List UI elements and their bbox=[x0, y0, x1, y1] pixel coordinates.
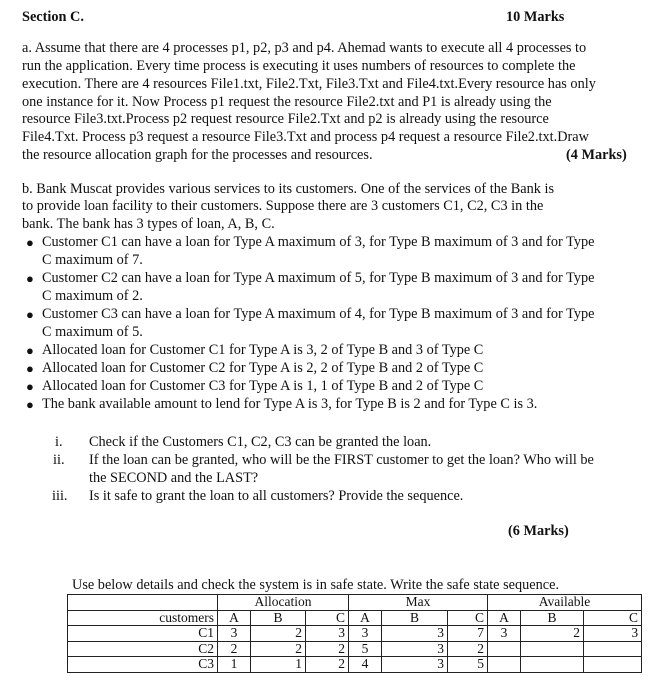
table-row bbox=[68, 657, 642, 673]
table-cell: 3 bbox=[382, 626, 448, 642]
table-cell bbox=[584, 657, 642, 673]
bullet-text: Allocated loan for Customer C2 for Type A is 2, 2 of Type B and 2 of Type C bbox=[42, 360, 484, 376]
table-cell: 2 bbox=[448, 641, 488, 657]
part-a-line: File4.Txt. Process p3 request a resource File3.Txt and process p4 request a resource File2.txt.Draw bbox=[22, 129, 589, 145]
table-cell bbox=[584, 641, 642, 657]
table-cell: 2 bbox=[306, 641, 349, 657]
table-cell: 5 bbox=[349, 641, 382, 657]
question-text: Is it safe to grant the loan to all customers? Provide the sequence. bbox=[89, 488, 464, 504]
bullet-dot-icon: ● bbox=[26, 343, 34, 358]
table-cell: 3 bbox=[584, 626, 642, 642]
bullet-dot-icon: ● bbox=[26, 307, 34, 322]
question-text: If the loan can be granted, who will be the FIRST customer to get the loan? Who will be bbox=[89, 452, 594, 468]
column-header: C bbox=[448, 610, 488, 626]
part-a-line: a. Assume that there are 4 processes p1, p2, p3 and p4. Ahemad wants to execute all 4 processes to bbox=[22, 40, 587, 56]
column-header: B bbox=[521, 610, 584, 626]
table-cell: 2 bbox=[306, 657, 349, 673]
part-a-line: resource File3.txt.Process p2 request resource File2.Txt and p2 is already using the resource bbox=[22, 111, 549, 127]
bullet-text: Customer C3 can have a loan for Type A maximum of 4, for Type B maximum of 3 and for Type bbox=[42, 306, 595, 322]
bullet-text: C maximum of 7. bbox=[42, 252, 143, 268]
table-cell: 3 bbox=[349, 626, 382, 642]
table-cell: 3 bbox=[488, 626, 521, 642]
table-cell bbox=[521, 657, 584, 673]
table-row bbox=[68, 641, 642, 657]
bullet-text: The bank available amount to lend for Type A is 3, for Type B is 2 and for Type C is 3. bbox=[42, 396, 538, 412]
part-a-marks: (4 Marks) bbox=[566, 147, 627, 163]
section-title: Section C. bbox=[22, 9, 84, 25]
table-cell: 4 bbox=[349, 657, 382, 673]
group-header-available: Available bbox=[488, 595, 642, 611]
table-cell: C2 bbox=[68, 641, 218, 657]
column-header: B bbox=[251, 610, 306, 626]
bullet-dot-icon: ● bbox=[26, 271, 34, 286]
question-number: ii. bbox=[53, 452, 65, 468]
bullet-text: Customer C1 can have a loan for Type A maximum of 3, for Type B maximum of 3 and for Type bbox=[42, 234, 595, 250]
question-number: i. bbox=[55, 434, 63, 450]
column-header: C bbox=[306, 610, 349, 626]
table-row bbox=[68, 626, 642, 642]
table-cell: 1 bbox=[251, 657, 306, 673]
table-cell: 7 bbox=[448, 626, 488, 642]
bullet-dot-icon: ● bbox=[26, 379, 34, 394]
question-number: iii. bbox=[52, 488, 68, 504]
safe-state-table bbox=[67, 594, 642, 673]
part-a-line: one instance for it. Now Process p1 request the resource File2.txt and P1 is already using the bbox=[22, 94, 552, 110]
part-b-marks: (6 Marks) bbox=[508, 523, 569, 539]
part-a-line: execution. There are 4 resources File1.txt, File2.Txt, File3.Txt and File4.txt.Every resource has only bbox=[22, 76, 596, 92]
table-caption: Use below details and check the system is in safe state. Write the safe state sequence. bbox=[72, 577, 560, 593]
table-cell: 5 bbox=[448, 657, 488, 673]
table-cell: C1 bbox=[68, 626, 218, 642]
bullet-text: C maximum of 2. bbox=[42, 288, 143, 304]
table-group-row bbox=[68, 595, 642, 611]
group-header-max: Max bbox=[349, 595, 488, 611]
table-cell: 3 bbox=[306, 626, 349, 642]
table-cell: 3 bbox=[218, 626, 251, 642]
bullet-dot-icon: ● bbox=[26, 235, 34, 250]
column-header: B bbox=[382, 610, 448, 626]
bullet-text: Allocated loan for Customer C1 for Type A is 3, 2 of Type B and 3 of Type C bbox=[42, 342, 484, 358]
part-b-line: b. Bank Muscat provides various services to its customers. One of the services of the Bank is bbox=[22, 181, 555, 197]
table-cell bbox=[521, 641, 584, 657]
bullet-text: Customer C2 can have a loan for Type A maximum of 5, for Type B maximum of 3 and for Type bbox=[42, 270, 595, 286]
column-header: A bbox=[349, 610, 382, 626]
table-header-row bbox=[68, 610, 642, 626]
question-text: Check if the Customers C1, C2, C3 can be granted the loan. bbox=[89, 434, 432, 450]
bullet-dot-icon: ● bbox=[26, 361, 34, 376]
table-cell: 2 bbox=[251, 626, 306, 642]
table-cell bbox=[68, 595, 218, 611]
table-cell: 3 bbox=[382, 657, 448, 673]
question-text: the SECOND and the LAST? bbox=[89, 470, 259, 486]
table-cell: 1 bbox=[218, 657, 251, 673]
table-cell bbox=[488, 641, 521, 657]
bullet-text: Allocated loan for Customer C3 for Type A is 1, 1 of Type B and 2 of Type C bbox=[42, 378, 484, 394]
part-b-line: to provide loan facility to their customers. Suppose there are 3 customers C1, C2, C3 in the bbox=[22, 198, 544, 214]
bullet-dot-icon: ● bbox=[26, 397, 34, 412]
table-cell: 2 bbox=[251, 641, 306, 657]
column-header: A bbox=[488, 610, 521, 626]
column-header: A bbox=[218, 610, 251, 626]
table-cell bbox=[488, 657, 521, 673]
part-b-line: bank. The bank has 3 types of loan, A, B, C. bbox=[22, 216, 275, 232]
section-marks: 10 Marks bbox=[506, 9, 565, 25]
table-cell: 2 bbox=[218, 641, 251, 657]
bullet-text: C maximum of 5. bbox=[42, 324, 143, 340]
column-header: customers bbox=[68, 610, 218, 626]
table-cell: C3 bbox=[68, 657, 218, 673]
part-a-line: run the application. Every time process is executing it uses numbers of resources to complete the bbox=[22, 58, 576, 74]
table-cell: 3 bbox=[382, 641, 448, 657]
column-header: C bbox=[584, 610, 642, 626]
part-a-line: the resource allocation graph for the processes and resources. bbox=[22, 147, 373, 163]
table-cell: 2 bbox=[521, 626, 584, 642]
group-header-allocation: Allocation bbox=[218, 595, 349, 611]
